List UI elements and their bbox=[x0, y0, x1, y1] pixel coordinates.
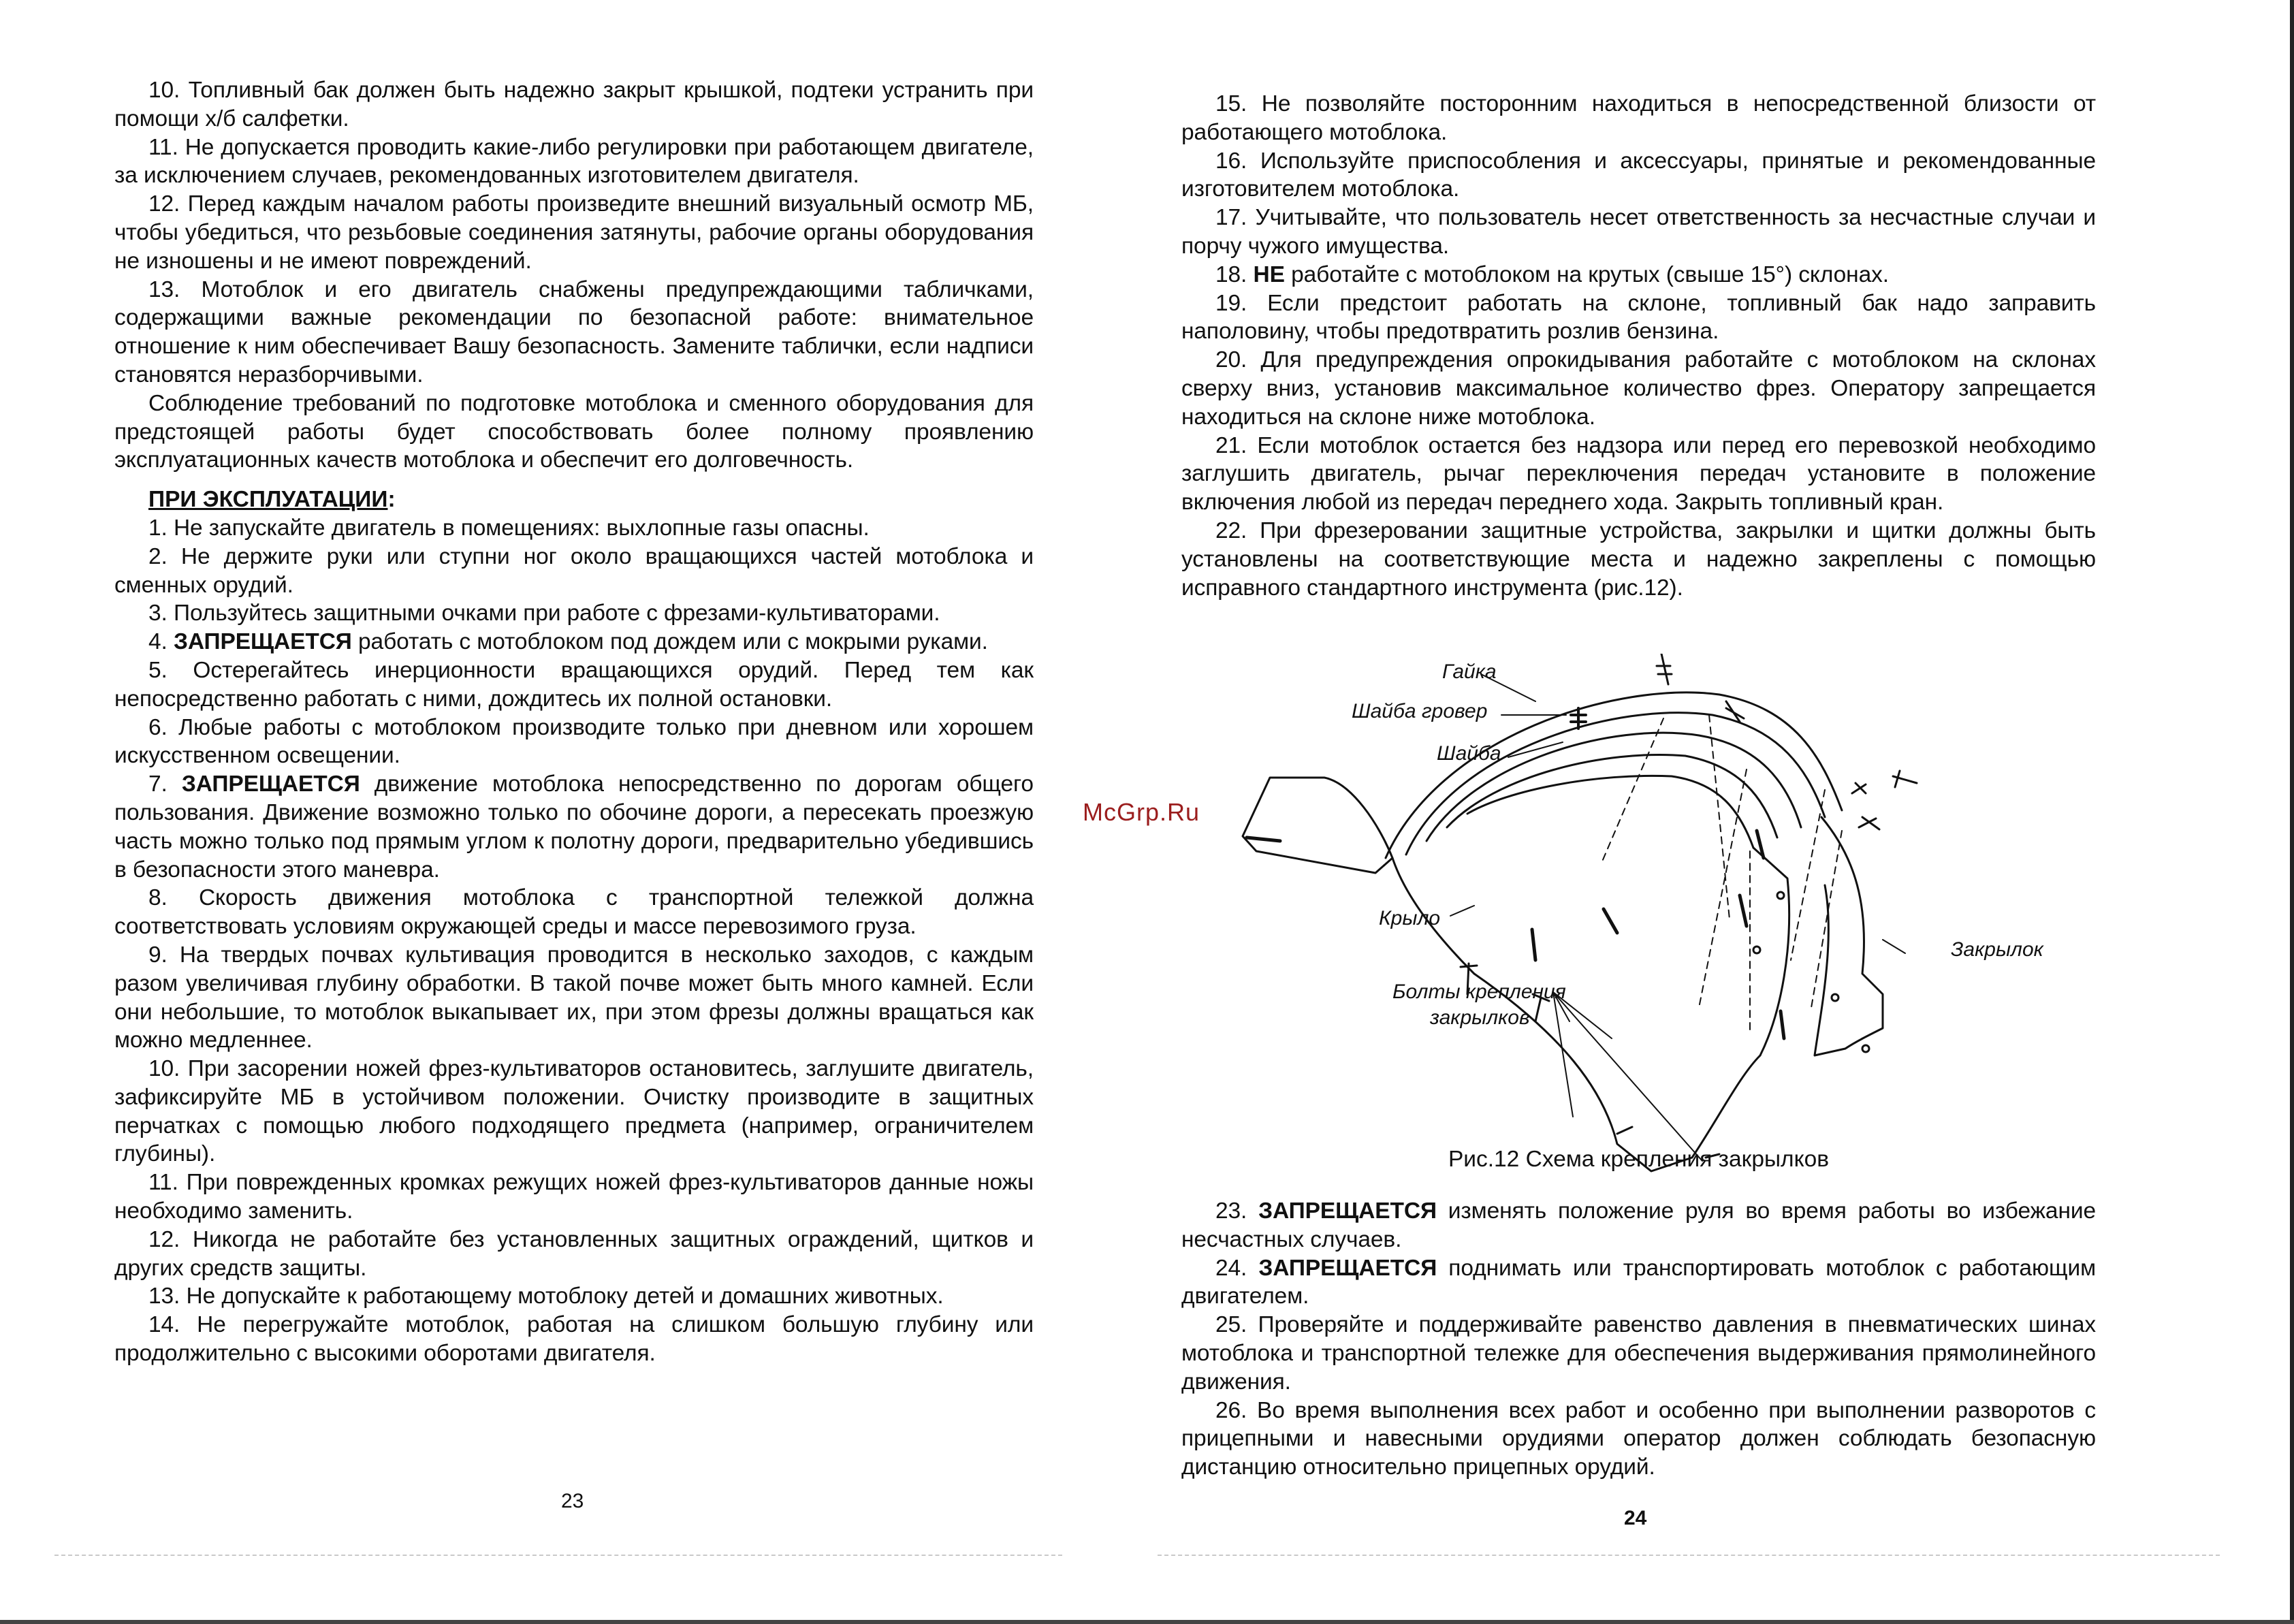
item-number: 24. bbox=[1215, 1255, 1247, 1281]
paragraph-text: При поврежденных кромках режущих ножей фрез-культиваторов данные ножы необходимо заменить. bbox=[114, 1170, 1034, 1224]
bolt-hole-2 bbox=[1862, 1045, 1869, 1052]
fender-left-slot bbox=[1247, 838, 1280, 841]
right-page-bottom bbox=[1181, 1197, 2096, 1482]
page-number-right: 24 bbox=[1624, 1507, 1647, 1529]
paragraph bbox=[1181, 147, 2096, 204]
item-number: 3. bbox=[148, 601, 168, 626]
bolt-5 bbox=[1893, 771, 1917, 787]
label-lock-washer: Шайба гровер bbox=[1352, 700, 1488, 722]
bolt-bottom-3 bbox=[1617, 1127, 1632, 1134]
paragraph bbox=[1181, 1254, 2096, 1311]
item-number: 16. bbox=[1215, 148, 1247, 174]
item-number: 13. bbox=[148, 1284, 180, 1309]
axis-6 bbox=[1811, 831, 1842, 1008]
paragraph bbox=[1181, 1311, 2096, 1396]
fender-left-flange bbox=[1243, 778, 1392, 873]
axis-1 bbox=[1602, 718, 1663, 861]
left-ops-list bbox=[114, 514, 1034, 1368]
paragraph bbox=[114, 133, 1034, 191]
scan-edge-left bbox=[54, 1555, 1062, 1556]
paragraph bbox=[114, 656, 1034, 714]
paragraph bbox=[114, 599, 1034, 628]
leader-washer bbox=[1508, 742, 1563, 757]
label-flap: Закрылок bbox=[1951, 938, 2043, 961]
item-number: 26. bbox=[1215, 1397, 1247, 1423]
item-number: 10. bbox=[148, 78, 180, 103]
item-number: 25. bbox=[1215, 1312, 1247, 1338]
slot-4 bbox=[1781, 1011, 1784, 1038]
emphasis: ЗАПРЕЩАЕТСЯ bbox=[173, 629, 352, 655]
axis-2 bbox=[1709, 715, 1730, 919]
item-number: 13. bbox=[148, 276, 180, 302]
paragraph-text: Пользуйтесь защитными очками при работе с фрезами-культиваторами. bbox=[173, 601, 940, 626]
item-number: 12. bbox=[148, 1226, 180, 1252]
item-number: 4. bbox=[148, 629, 168, 655]
paragraph-text: Не перегружайте мотоблок, работая на слишком большую глубину или продолжительно с высокими оборотами двигателя. bbox=[114, 1312, 1034, 1367]
paragraph bbox=[1181, 346, 2096, 431]
paragraph-text: При фрезеровании защитные устройства, закрылки и щитки должны быть установлены на соответствующие места и надежно закреплены с помощью исправного стандартного инструмента (рис.12). bbox=[1181, 518, 2096, 601]
item-number: 14. bbox=[148, 1312, 180, 1338]
paragraph-text: Для предупреждения опрокидывания работайте с мотоблоком на склонах сверху вниз, установив максимальное количество фрез. Оператору запрещается находиться на склоне ниже мотоблока. bbox=[1181, 347, 2096, 430]
paragraph-text: изменять положение руля во время работы во избежание несчастных случаев. bbox=[1181, 1198, 2096, 1252]
paragraph-text: Не запускайте двигатель в помещениях: выхлопные газы опасны. bbox=[173, 515, 870, 541]
paragraph-text: Используйте приспособления и аксессуары, принятые и рекомендованные изготовителем мотоблока. bbox=[1181, 148, 2096, 202]
item-number: 21. bbox=[1215, 432, 1247, 458]
paragraph bbox=[114, 1168, 1034, 1226]
emphasis: НЕ bbox=[1253, 261, 1285, 287]
bolt-hole-1 bbox=[1753, 946, 1760, 953]
paragraph bbox=[114, 628, 1034, 656]
paragraph-text: Перед каждым началом работы произведите внешний визуальный осмотр МБ, чтобы убедиться, что резьбовые соединения затянуты, рабочие органы оборудования не изношены и не имеют повреждений. bbox=[114, 191, 1034, 274]
paragraph-text: Никогда не работайте без установленных защитных ограждений, щитков и других средств защиты. bbox=[114, 1226, 1034, 1281]
page-number-left: 23 bbox=[561, 1490, 584, 1512]
paragraph bbox=[114, 770, 1034, 884]
paragraph bbox=[114, 884, 1034, 941]
paragraph bbox=[1181, 204, 2096, 261]
paragraph-text: Любые работы с мотоблоком производите только при дневном или хорошем искусственном освещении. bbox=[114, 714, 1034, 769]
paragraph bbox=[114, 543, 1034, 600]
bolt-hole-4 bbox=[1832, 994, 1838, 1001]
slot-1 bbox=[1532, 929, 1535, 960]
item-number: 5. bbox=[148, 657, 168, 683]
paragraph-text: Соблюдение требований по подготовке мотоблока и сменного оборудования для предстоящей работы будет способствовать более полному проявлению эксплуатационных качеств мотоблока и обеспечит его долговечность. bbox=[114, 390, 1034, 473]
paragraph bbox=[114, 76, 1034, 133]
scan-border-right bbox=[2290, 0, 2294, 1624]
left-page bbox=[114, 76, 1034, 1368]
paragraph-text: работайте с мотоблоком на крутых (свыше 15°) склонах. bbox=[1291, 261, 1889, 287]
item-number: 2. bbox=[148, 543, 168, 569]
scan-border-bottom bbox=[0, 1620, 2294, 1624]
paragraph-text: На твердых почвах культивация проводится в несколько заходов, с каждым разом увеличивая глубину обработки. В такой почве может быть много камней. Если они небольшие, то мотоблок выкапывает их, при этом фрезы должны вращаться как можно медленнее. bbox=[114, 942, 1034, 1053]
paragraph bbox=[114, 276, 1034, 389]
paragraph-text: Скорость движения мотоблока с транспортной тележкой должна соответствовать условиям окружающей среды и массе перевозимого груза. bbox=[114, 885, 1034, 940]
item-number: 15. bbox=[1215, 91, 1247, 116]
item-number: 9. bbox=[148, 942, 168, 968]
item-number: 22. bbox=[1215, 518, 1247, 543]
paragraph bbox=[1181, 1197, 2096, 1254]
leader-fender bbox=[1450, 906, 1474, 916]
paragraph-text: Не держите руки или ступни ног около вращающихся частей мотоблока и сменных орудий. bbox=[114, 543, 1034, 598]
paragraph-text: работать с мотоблоком под дождем или с мокрыми руками. bbox=[358, 629, 988, 655]
item-number: 11. bbox=[148, 134, 178, 160]
paragraph-text: Мотоблок и его двигатель снабжены предупреждающими табличками, содержащими важные рекомендации по безопасной работе: внимательное отношение к ним обеспечивает Вашу безопасность. Замените таблички, если надписи становятся неразборчивыми. bbox=[114, 276, 1034, 387]
left-top-list bbox=[114, 76, 1034, 475]
item-number: 23. bbox=[1215, 1198, 1247, 1224]
item-number: 11. bbox=[148, 1170, 178, 1196]
slot-2 bbox=[1604, 909, 1617, 933]
paragraph bbox=[1181, 517, 2096, 602]
label-bolts-line1: Болты крепления bbox=[1392, 981, 1566, 1003]
fender-diagram bbox=[1181, 654, 2096, 1185]
bolt-3 bbox=[1852, 783, 1866, 793]
paragraph bbox=[114, 1226, 1034, 1283]
item-number: 6. bbox=[148, 714, 168, 740]
paragraph bbox=[1181, 432, 2096, 517]
bolt-1 bbox=[1657, 654, 1672, 684]
flap-outline bbox=[1815, 817, 1883, 1055]
item-number: 17. bbox=[1215, 205, 1247, 231]
paragraph-text: Не допускайте к работающему мотоблоку детей и домашних животных. bbox=[186, 1284, 944, 1309]
item-number: 20. bbox=[1215, 347, 1247, 373]
label-fender: Крыло bbox=[1379, 907, 1441, 929]
label-washer: Шайба bbox=[1437, 742, 1501, 765]
paragraph-text: Учитывайте, что пользователь несет ответственность за несчастные случаи и порчу чужого имущества. bbox=[1181, 205, 2096, 259]
paragraph bbox=[114, 1311, 1034, 1368]
paragraph-text: Не позволяйте посторонним находиться в непосредственной близости от работающего мотоблока. bbox=[1181, 91, 2096, 145]
emphasis: ЗАПРЕЩАЕТСЯ bbox=[1258, 1198, 1437, 1224]
paragraph bbox=[1181, 1397, 2096, 1482]
paragraph bbox=[1181, 289, 2096, 347]
right-top-list bbox=[1181, 90, 2096, 602]
item-number: 18. bbox=[1215, 261, 1247, 287]
scan-edge-right bbox=[1158, 1555, 2220, 1556]
item-number: 7. bbox=[148, 771, 168, 797]
item-number: 1. bbox=[148, 515, 168, 541]
figure-fender-flap-mounting bbox=[1181, 654, 2096, 1185]
slot-3 bbox=[1740, 895, 1747, 926]
right-page bbox=[1181, 90, 2096, 602]
item-number: 10. bbox=[148, 1056, 180, 1082]
paragraph bbox=[114, 714, 1034, 771]
paragraph-text: Если предстоит работать на склоне, топливный бак надо заправить наполовину, чтобы предотвратить розлив бензина. bbox=[1181, 290, 2097, 345]
paragraph bbox=[114, 1055, 1034, 1168]
paragraph bbox=[114, 514, 1034, 543]
paragraph-text: движение мотоблока непосредственно по дорогам общего пользования. Движение возможно только по обочине дороги, а пересекать проезжую часть можно только под прямым углом к полотну дороги, предварительно убедившись в безопасности этого маневра. bbox=[114, 771, 1034, 882]
paragraph-text: Остерегайтесь инерционности вращающихся орудий. Перед тем как непосредственно работать с ними, дождитесь их полной остановки. bbox=[114, 657, 1034, 712]
section-heading: ПРИ ЭКСПЛУАТАЦИИ: bbox=[148, 487, 396, 513]
bolt-hole-3 bbox=[1777, 892, 1784, 899]
paragraph bbox=[114, 190, 1034, 275]
emphasis: ЗАПРЕЩАЕТСЯ bbox=[181, 771, 360, 797]
fender-arc-2 bbox=[1406, 713, 1825, 855]
item-number: 19. bbox=[1215, 290, 1247, 316]
item-number: 12. bbox=[148, 191, 180, 217]
paragraph bbox=[114, 389, 1034, 475]
leader-flap bbox=[1883, 940, 1905, 953]
paragraph-text: Не допускается проводить какие-либо регулировки при работающем двигателе, за исключением случаев, рекомендованных изготовителем двигателя. bbox=[114, 134, 1034, 189]
watermark: McGrp.Ru bbox=[1083, 798, 1200, 826]
paragraph-text: Проверяйте и поддерживайте равенство давления в пневматических шинах мотоблока и транспортной тележке для обеспечения выдерживания прямолинейного движения. bbox=[1181, 1312, 2096, 1395]
paragraph-text: Топливный бак должен быть надежно закрыт крышкой, подтеки устранить при помощи х/б салфетки. bbox=[114, 78, 1034, 131]
item-number: 8. bbox=[148, 885, 168, 911]
right-bottom-list bbox=[1181, 1197, 2096, 1482]
axis-3 bbox=[1699, 769, 1747, 1008]
leader-bolts bbox=[1553, 992, 1702, 1161]
paragraph-text: поднимать или транспортировать мотоблок с работающим двигателем. bbox=[1181, 1255, 2096, 1309]
figure-caption: Рис.12 Схема крепления закрылков bbox=[1448, 1147, 1830, 1172]
fender-inner-arc bbox=[1467, 776, 1753, 848]
bolt-4 bbox=[1859, 817, 1879, 829]
paragraph-text: При засорении ножей фрез-культиваторов остановитесь, заглушите двигатель, зафиксируйте МБ в устойчивом положении. Очистку производите в защитных перчатках с помощью любого подходящего предмета (например, ограничителем глубины). bbox=[114, 1056, 1034, 1167]
label-nut: Гайка bbox=[1442, 660, 1497, 683]
label-bolts-line2: закрылков bbox=[1430, 1006, 1530, 1029]
emphasis: ЗАПРЕЩАЕТСЯ bbox=[1258, 1255, 1437, 1281]
paragraph-text: Во время выполнения всех работ и особенно при выполнении разворотов с прицепными и навесными орудиями оператор должен соблюдать безопасную дистанцию относительно прицепных орудий. bbox=[1181, 1397, 2096, 1480]
paragraph bbox=[114, 1282, 1034, 1311]
paragraph bbox=[114, 941, 1034, 1055]
fender-arc-4 bbox=[1447, 754, 1777, 838]
paragraph bbox=[1181, 90, 2096, 147]
paragraph bbox=[1181, 261, 2096, 289]
paragraph-text: Если мотоблок остается без надзора или перед его перевозкой необходимо заглушить двигатель, рычаг переключения передач установите в положение включения любой из передач переднего хода. Закрыть топливный кран. bbox=[1181, 432, 2096, 515]
